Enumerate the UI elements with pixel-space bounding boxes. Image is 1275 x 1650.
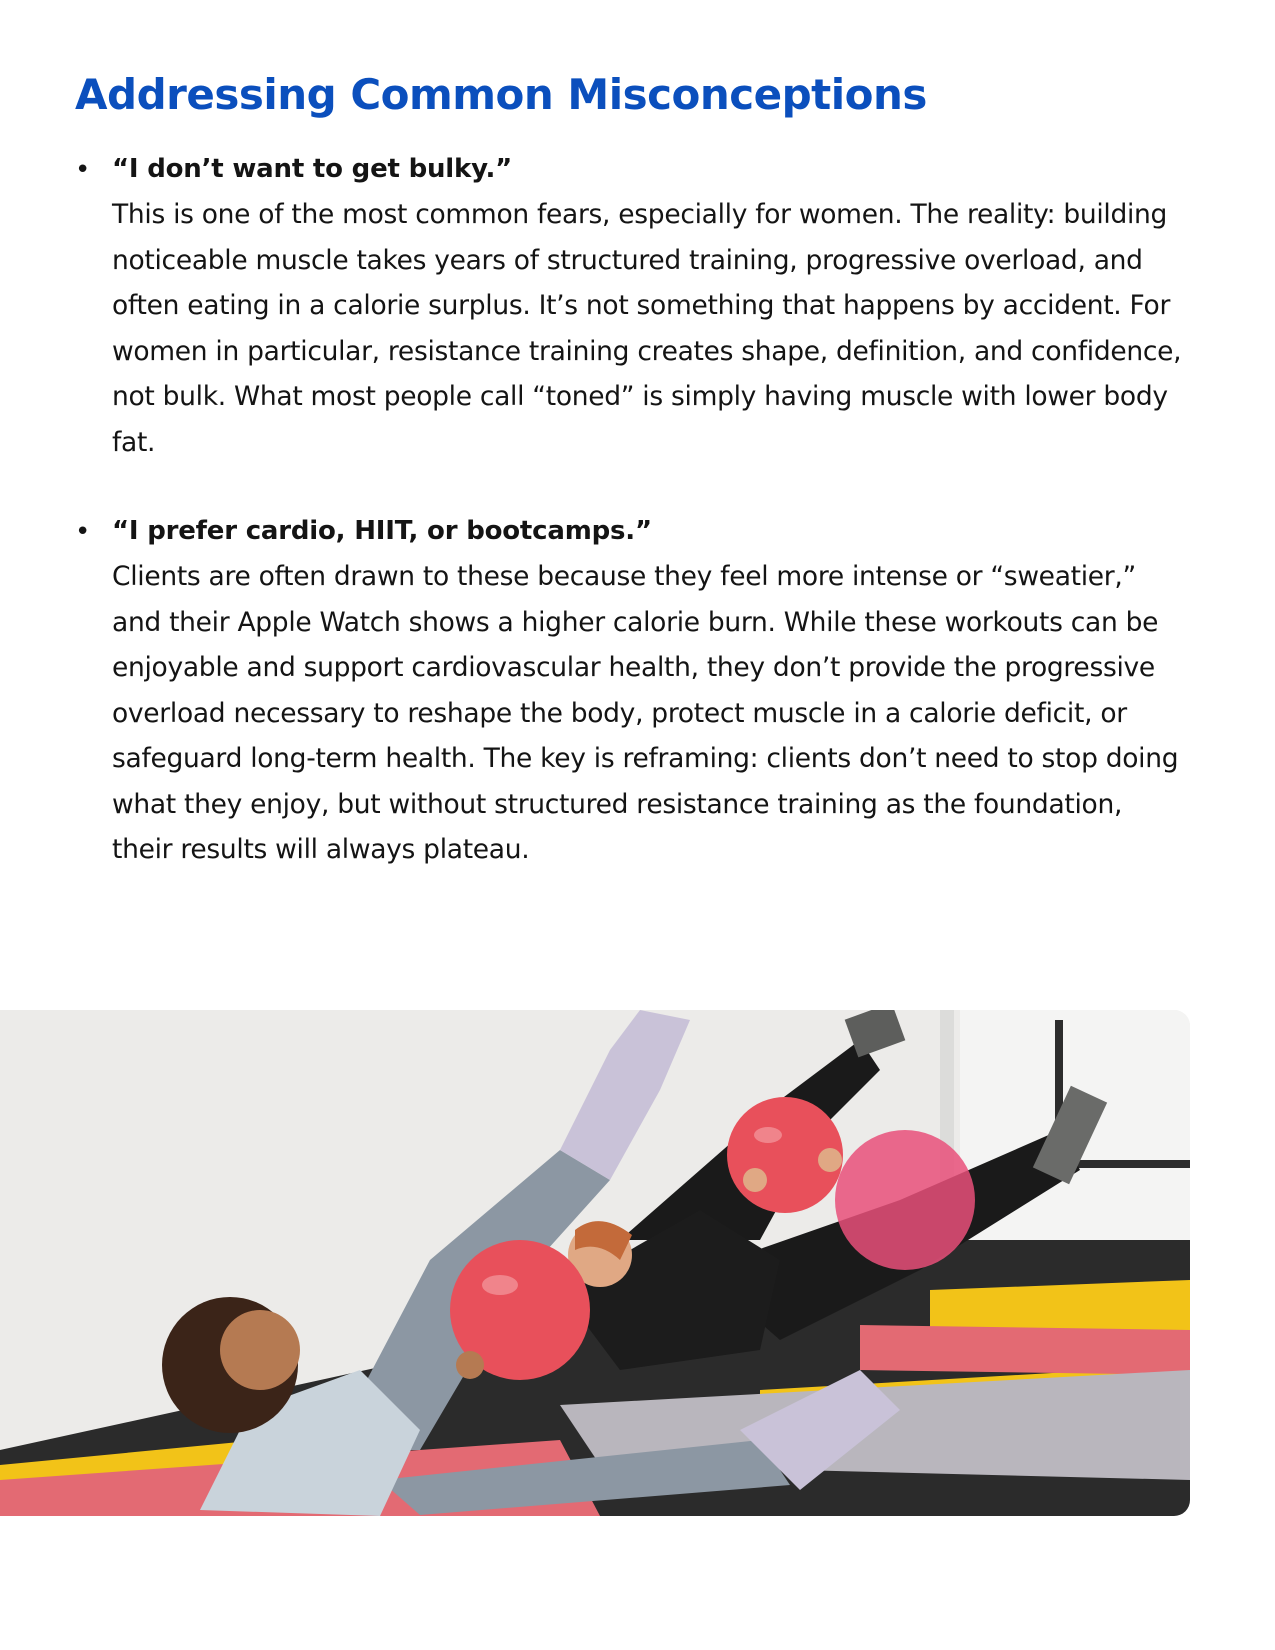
workout-photo (0, 1010, 1190, 1516)
bullet: • (75, 517, 91, 547)
misconception-list (75, 148, 1185, 918)
list-item (75, 148, 1185, 465)
misconception-heading: “I don’t want to get bulky.” (112, 154, 513, 184)
list-item (75, 510, 1185, 873)
misconception-heading: “I prefer cardio, HIIT, or bootcamps.” (112, 516, 652, 546)
misconception-body: Clients are often drawn to these because they feel more intense or “sweatier,” and their Apple Watch shows a higher calorie burn. While these workouts can be enjoyable and support cardiovascular health, they don’t provide the progressive overload necessary to reshape the body, protect muscle in a calorie deficit, or safeguard long-term health. The key is reframing: clients don’t need to stop doing what they enjoy, but without structured resistance training as the foundation, their results will always plateau. (112, 561, 1179, 865)
bullet: • (75, 155, 91, 185)
misconception-body: This is one of the most common fears, especially for women. The reality: building noticeable muscle takes years of structured training, progressive overload, and often eating in a calorie surplus. It’s not something that happens by accident. For women in particular, resistance training creates shape, definition, and confidence, not bulk. What most people call “toned” is simply having muscle with lower body fat. (112, 199, 1182, 458)
page-title: Addressing Common Misconceptions (75, 70, 927, 119)
workout-photo-illustration (0, 1010, 1190, 1516)
